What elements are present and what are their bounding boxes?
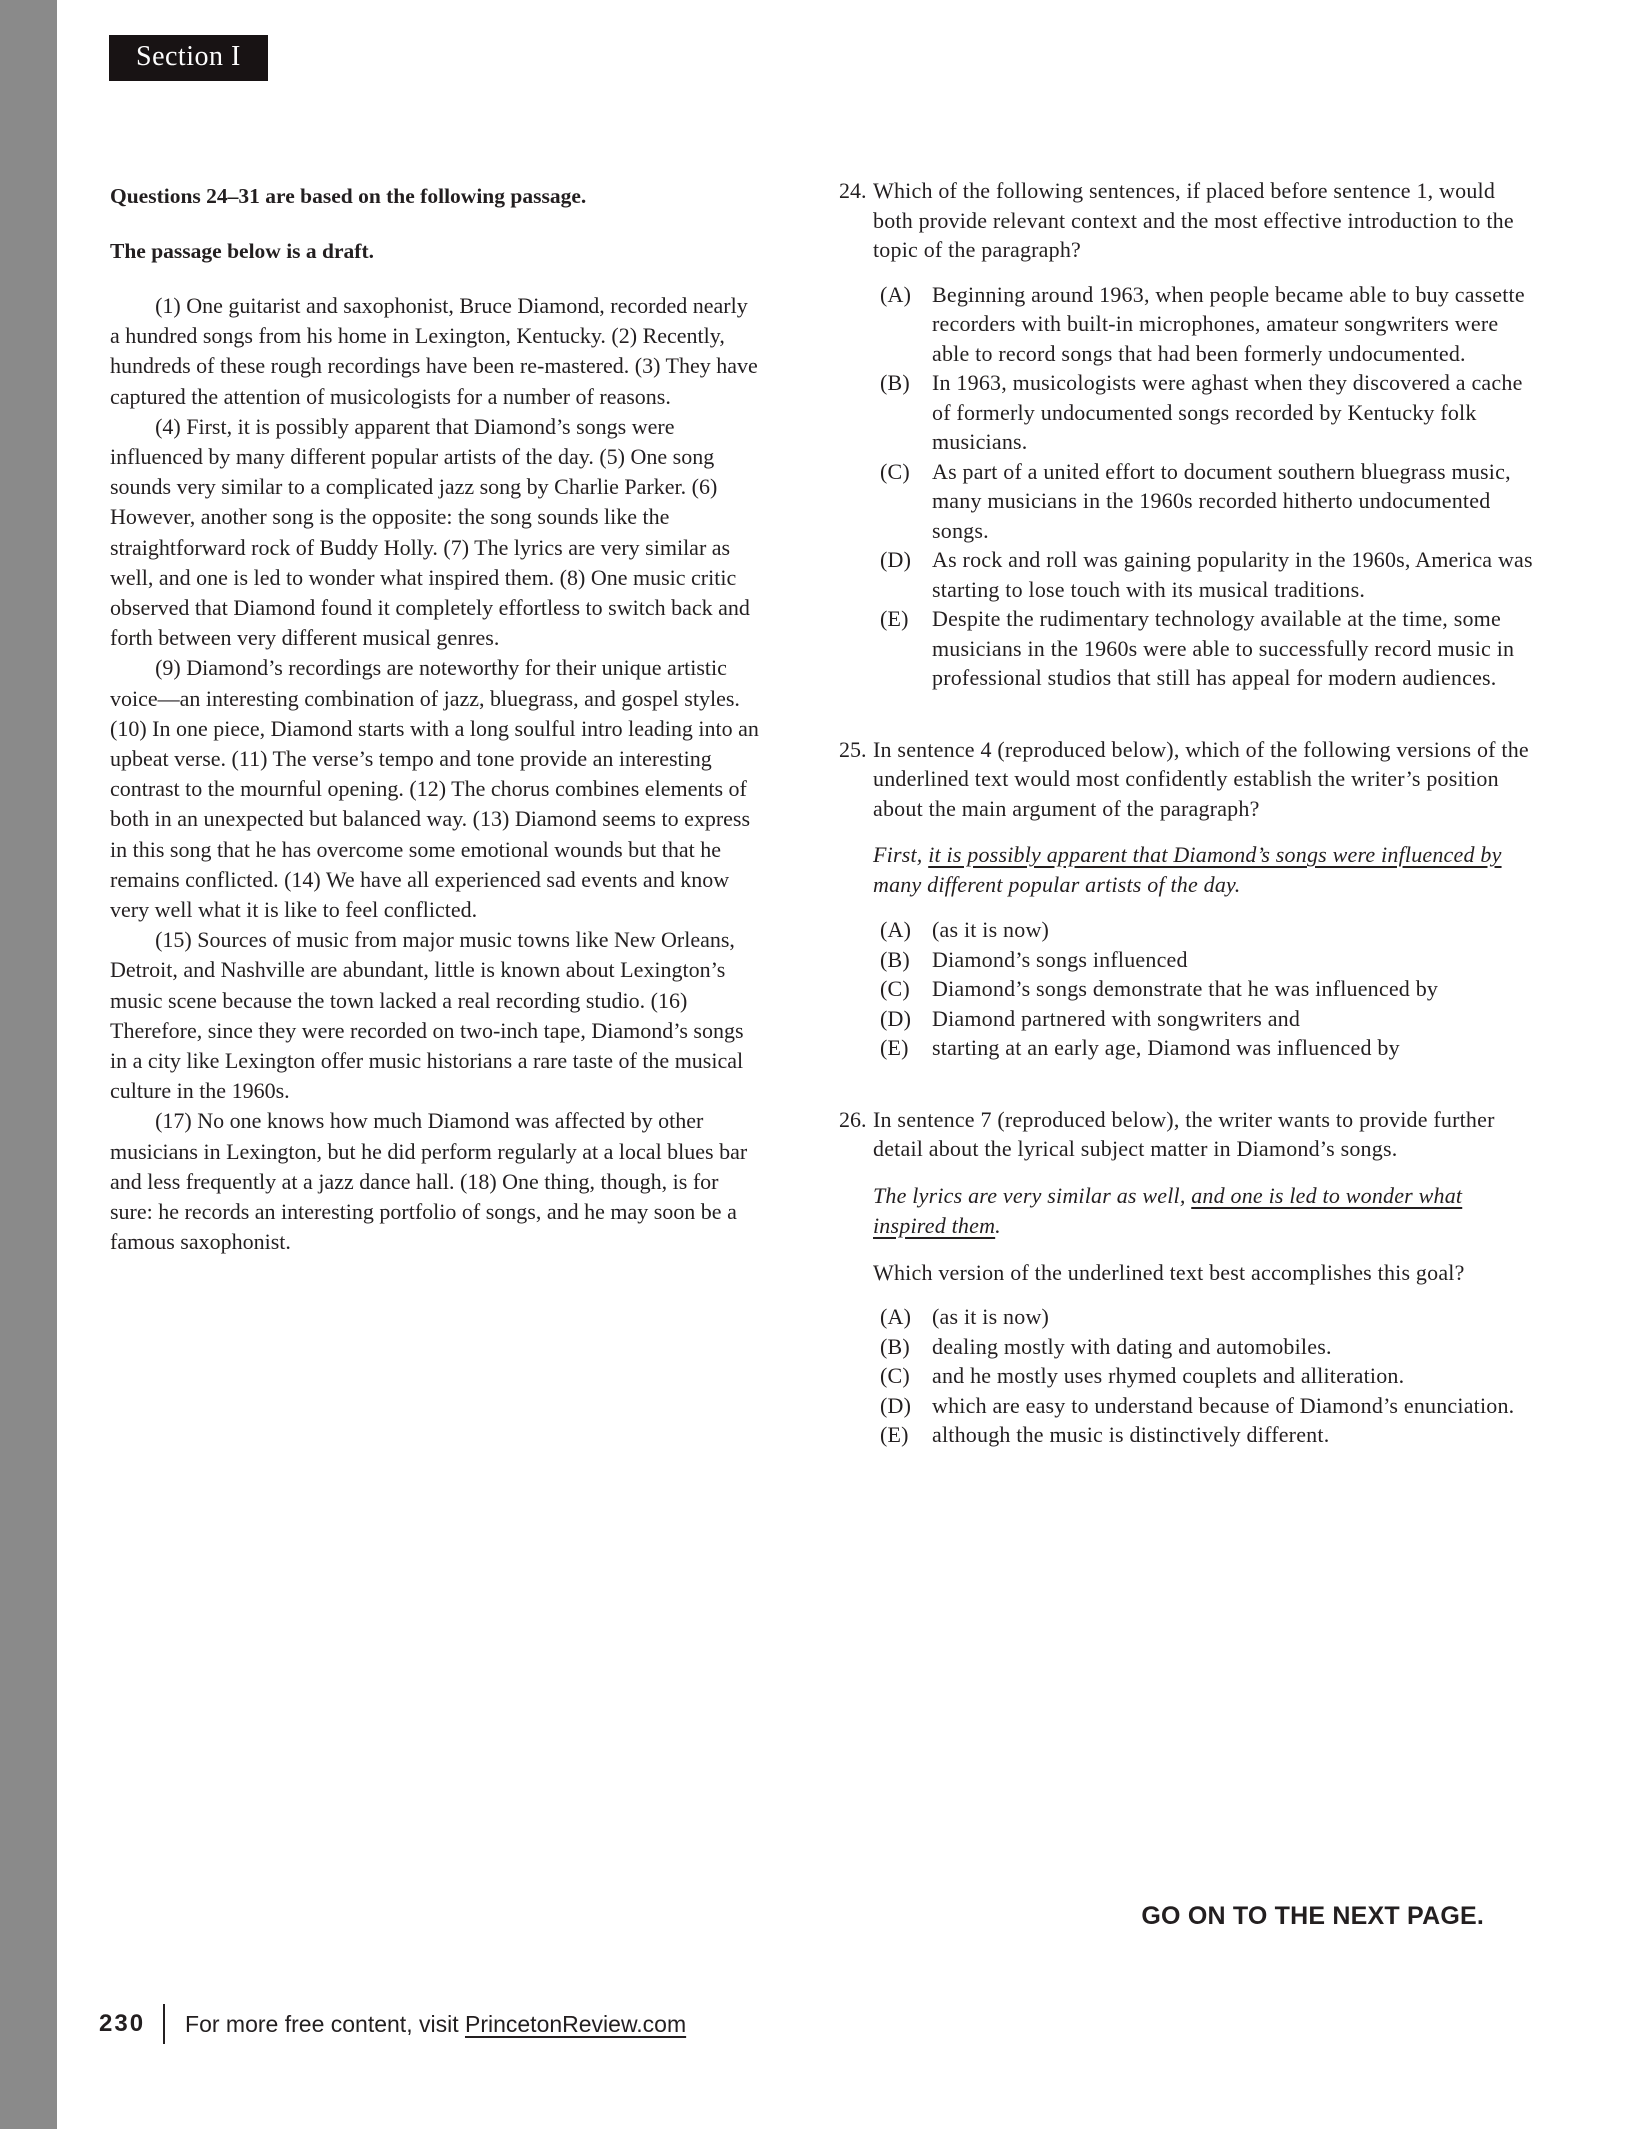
question-stem: In sentence 7 (reproduced below), the writer wants to provide further detail about the lyrical subject matter in Diamond’s songs.	[873, 1106, 1495, 1161]
choice-text: starting at an early age, Diamond was influenced by	[932, 1035, 1400, 1060]
answer-choice	[873, 974, 1539, 1004]
choice-text: and he mostly uses rhymed couplets and alliteration.	[932, 1363, 1405, 1388]
underlined-segment: it is possibly apparent that Diamond’s songs were influenced by	[928, 842, 1502, 867]
question-number: 26.	[839, 1106, 867, 1132]
choice-letter: (D)	[880, 1005, 912, 1031]
footer-divider	[163, 2004, 165, 2044]
passage-paragraph: (15) Sources of music from major music towns like New Orleans, Detroit, and Nashville are abundant, little is known about Lexington’s music scene because the town lacked a real recording studio. (16) Therefore, since they were recorded on two-inch tape, Diamond’s songs in a city like Lexington offer music historians a rare taste of the musical culture in the 1960s.	[110, 927, 744, 1104]
question-stem-2: Which version of the underlined text best accomplishes this goal?	[873, 1259, 1465, 1285]
princeton-review-link[interactable]: PrincetonReview.com	[464, 2010, 687, 2037]
choice-letter: (B)	[880, 946, 910, 972]
choice-letter: (B)	[880, 1333, 910, 1359]
page-footer	[99, 2004, 686, 2044]
choice-letter: (B)	[880, 370, 910, 395]
underlined-segment: and one is led to wonder what inspired them	[873, 1182, 1463, 1238]
choice-letter: (C)	[880, 976, 910, 1001]
answer-choice	[873, 280, 1539, 369]
answer-choice	[873, 604, 1539, 693]
answer-choice	[873, 457, 1539, 546]
footer-text	[185, 2011, 686, 2038]
question-number: 24.	[839, 178, 867, 203]
passage-paragraph: (1) One guitarist and saxophonist, Bruce Diamond, recorded nearly a hundred songs from his home in Lexington, Kentucky. (2) Recently, hundreds of these rough recordings have been re-mastered. (3) They have captured the attention of musicologists for a number of reasons.	[110, 293, 758, 409]
choice-text: dealing mostly with dating and automobiles.	[932, 1333, 1332, 1359]
choice-text: Beginning around 1963, when people became able to buy cassette recorders with built-in microphones, amateur songwriters were able to record songs that had been formerly undocumented.	[932, 281, 1525, 366]
answer-choice	[873, 945, 1539, 975]
go-on-label: GO ON TO THE NEXT PAGE.	[1141, 1902, 1484, 1930]
quote-pre: The lyrics are very similar as well,	[873, 1182, 1192, 1208]
answer-choice	[873, 1361, 1539, 1391]
passage-paragraph: (9) Diamond’s recordings are noteworthy for their unique artistic voice—an interesting combination of jazz, bluegrass, and gospel styles. (10) In one piece, Diamond starts with a long soulful intro leading into an upbeat verse. (11) The verse’s tempo and tone provide an interesting contrast to the mournful opening. (12) The chorus combines elements of both in an unexpected but balanced way. (13) Diamond seems to express in this song that he has overcome some emotional wounds but that he remains conflicted. (14) We have all experienced sad events and know very well what it is like to feel conflicted.	[110, 655, 759, 923]
passage-paragraph: (17) No one knows how much Diamond was affected by other musicians in Lexington, but he did perform regularly at a local blues bar and less frequently at a jazz dance hall. (18) One thing, though, is for sure: he records an interesting portfolio of songs, and he may soon be a famous saxophonist.	[110, 1108, 748, 1255]
passage-paragraph: (4) First, it is possibly apparent that Diamond’s songs were influenced by many different popular artists of the day. (5) One song sounds very similar to a complicated jazz song by Charlie Parker. (6) However, another song is the opposite: the song sounds like the straightforward rock of Buddy Holly. (7) The lyrics are very similar as well, and one is led to wonder what inspired them. (8) One music critic observed that Diamond found it completely effortless to switch back and forth between very different musical genres.	[110, 413, 750, 651]
passage-header: Questions 24–31 are based on the following passage.	[110, 184, 587, 208]
choice-letter: (C)	[880, 1363, 910, 1388]
question-stem: In sentence 4 (reproduced below), which of the following versions of the underlined text would most confidently establish the writer’s position about the main argument of the paragraph?	[873, 736, 1529, 821]
footer-text-label: For more free content, visit	[185, 2010, 465, 2037]
choice-text: As part of a united effort to document southern bluegrass music, many musicians in the 1960s recorded hitherto undocumented songs.	[932, 458, 1511, 543]
answer-choice	[873, 1033, 1539, 1063]
quote-pre: First,	[873, 842, 929, 867]
answer-choices	[873, 915, 1539, 1063]
choice-letter: (E)	[880, 1422, 909, 1447]
choice-text: although the music is distinctively different.	[932, 1422, 1330, 1447]
choice-letter: (D)	[880, 1392, 912, 1418]
answer-choices	[873, 1302, 1539, 1450]
passage-subheader: The passage below is a draft.	[110, 239, 374, 263]
choice-text: which are easy to understand because of Diamond’s enunciation.	[932, 1392, 1515, 1418]
page-number: 230	[99, 2010, 146, 2037]
quote-post: many different popular artists of the day.	[873, 872, 1241, 897]
answer-choice	[873, 1391, 1539, 1421]
answer-choice	[873, 1302, 1539, 1332]
question-stem: Which of the following sentences, if placed before sentence 1, would both provide relevant context and the most effective introduction to the topic of the paragraph?	[873, 178, 1514, 262]
quote-post: .	[995, 1212, 1001, 1238]
choice-text: Diamond’s songs influenced	[932, 946, 1188, 972]
choice-text: As rock and roll was gaining popularity in the 1960s, America was starting to lose touch with its musical traditions.	[932, 547, 1533, 602]
answer-choice	[873, 1420, 1539, 1450]
question-24	[839, 176, 1539, 693]
choice-letter: (A)	[880, 1304, 912, 1329]
question-number: 25.	[839, 736, 867, 762]
answer-choice	[873, 1004, 1539, 1034]
question-26	[839, 1105, 1539, 1450]
choice-letter: (D)	[880, 547, 912, 572]
answer-choice	[873, 1332, 1539, 1362]
choice-text: (as it is now)	[932, 1304, 1050, 1329]
choice-text: (as it is now)	[932, 917, 1050, 942]
choice-text: Diamond partnered with songwriters and	[932, 1005, 1301, 1031]
choice-letter: (A)	[880, 281, 912, 307]
choice-text: In 1963, musicologists were aghast when they discovered a cache of formerly undocumented songs recorded by Kentucky folk musicians.	[932, 370, 1523, 454]
choice-letter: (E)	[880, 1035, 909, 1060]
passage-column	[110, 181, 762, 1258]
answer-choices	[873, 280, 1539, 693]
choice-letter: (A)	[880, 917, 912, 942]
answer-choice	[873, 368, 1539, 457]
choice-letter: (C)	[880, 458, 910, 484]
quoted-sentence	[873, 1181, 1539, 1241]
answer-choice	[873, 545, 1539, 604]
questions-column	[839, 176, 1539, 1450]
answer-choice	[873, 915, 1539, 945]
choice-text: Despite the rudimentary technology available at the time, some musicians in the 1960s were able to successfully record music in professional studios that still has appeal for modern audiences.	[932, 606, 1515, 690]
passage	[110, 291, 762, 1258]
choice-letter: (E)	[880, 606, 909, 631]
question-25	[839, 735, 1539, 1063]
section-badge	[109, 35, 268, 81]
page-sidebar-strip	[0, 0, 57, 2129]
quoted-sentence	[873, 840, 1539, 900]
section-label: Section I	[136, 41, 241, 72]
choice-text: Diamond’s songs demonstrate that he was influenced by	[932, 976, 1439, 1001]
